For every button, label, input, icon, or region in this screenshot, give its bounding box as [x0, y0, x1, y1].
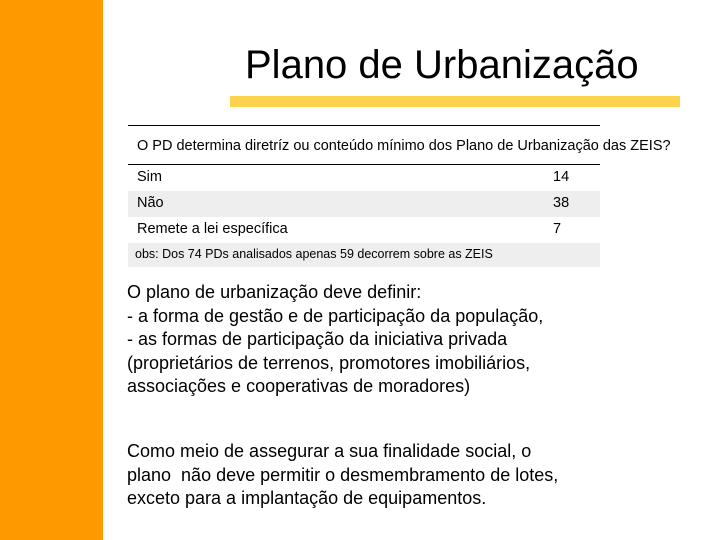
paragraph-line: associações e cooperativas de moradores) [127, 376, 471, 396]
table-question: O PD determina diretríz ou conteúdo mínimo dos Plano de Urbanização das ZEIS? [137, 138, 671, 154]
title-underline [230, 96, 680, 107]
table-row [128, 165, 600, 191]
table-header [128, 125, 671, 165]
paragraph-line: plano não deve permitir o desmembramento de lotes, [127, 464, 559, 485]
row-value: 14 [553, 169, 570, 185]
left-accent-bar [0, 0, 103, 540]
paragraph-line: Como meio de assegurar a sua finalidade social, o [127, 441, 532, 461]
slide-title: Plano de Urbanização [245, 43, 639, 87]
row-label: Remete a lei específica [137, 221, 288, 237]
row-value: 7 [553, 221, 562, 237]
table-row [128, 191, 600, 217]
row-label: Não [137, 195, 164, 211]
paragraph-line: O plano de urbanização deve definir: [127, 282, 422, 302]
paragraph-line: (proprietários de terrenos, promotores imobiliários, [127, 352, 531, 373]
paragraph-line: - a forma de gestão e de participação da população, [127, 305, 544, 326]
row-value: 38 [553, 195, 570, 211]
paragraph-line: exceto para a implantação de equipamentos. [127, 488, 487, 508]
survey-table [128, 125, 671, 267]
definition-paragraph [127, 281, 543, 399]
table-row [128, 217, 600, 243]
paragraph-line: - as formas de participação da iniciativa privada [127, 329, 508, 349]
social-purpose-paragraph [127, 440, 558, 511]
row-label: Sim [137, 169, 162, 185]
table-note [128, 243, 600, 267]
note-text: obs: Dos 74 PDs analisados apenas 59 decorrem sobre as ZEIS [135, 247, 493, 261]
